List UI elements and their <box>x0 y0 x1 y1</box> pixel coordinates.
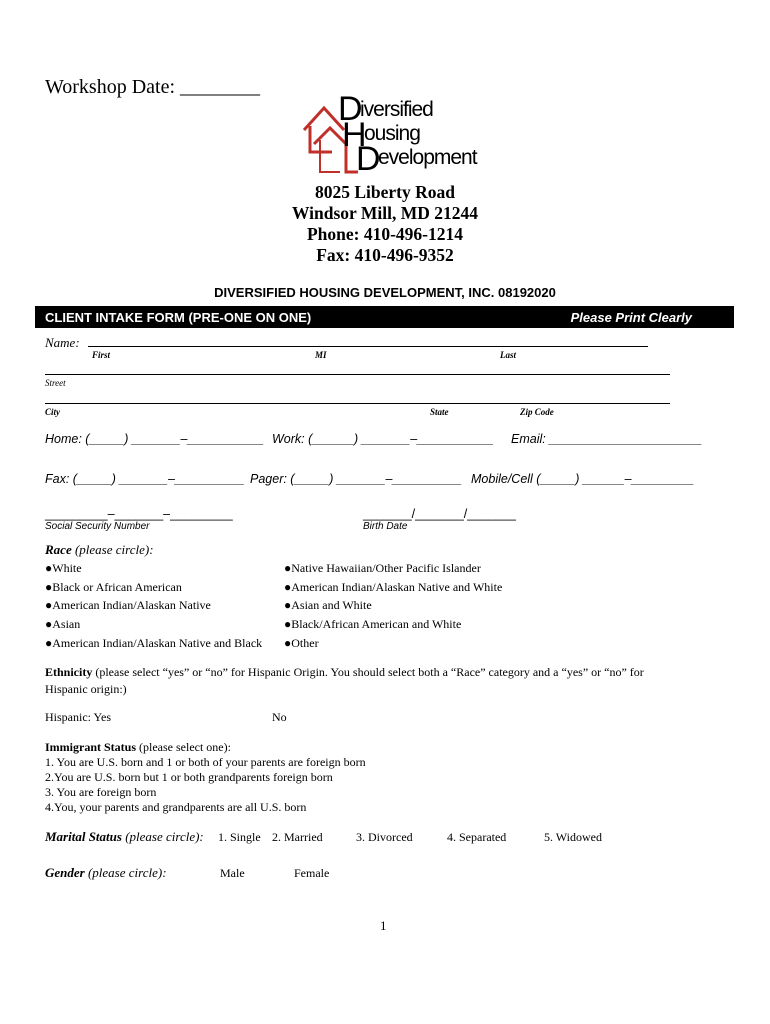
birth-date-label: Birth Date <box>363 521 408 532</box>
address-city: Windsor Mill, MD 21244 <box>291 203 479 223</box>
gender-option-male[interactable]: Male <box>220 866 245 880</box>
race-heading <box>45 542 154 558</box>
race-label: Race <box>45 542 72 557</box>
workshop-date: Workshop Date: ________ <box>45 76 261 98</box>
marital-option[interactable]: 1. Single <box>218 830 261 844</box>
ethnicity-text: (please select “yes” or “no” for Hispanic Origin. You should select both a “Race” category and a “yes” or “no” for <box>92 665 644 679</box>
race-option[interactable]: ●American Indian/Alaskan Native and Black <box>45 636 263 650</box>
last-sublabel: Last <box>500 350 517 360</box>
company-logo <box>300 90 477 180</box>
address-fax: Fax: 410-496-9352 <box>316 245 454 265</box>
logo-letter-h: H <box>342 116 367 154</box>
gender-label: Gender <box>45 865 85 880</box>
email-field[interactable]: Email: ______________________ <box>511 432 703 446</box>
ethnicity-label: Ethnicity <box>45 665 93 679</box>
address-street: 8025 Liberty Road <box>315 182 455 202</box>
gender-option-female[interactable]: Female <box>294 866 330 880</box>
marital-option[interactable]: 5. Widowed <box>544 830 602 844</box>
logo-line-2: ousing <box>364 122 420 145</box>
marital-hint: (please circle): <box>121 829 204 844</box>
hispanic-no[interactable]: No <box>272 710 287 724</box>
name-field[interactable] <box>88 346 648 347</box>
ethnicity-line-2: Hispanic origin:) <box>45 682 127 696</box>
race-option[interactable]: ●Asian <box>45 617 81 631</box>
race-option[interactable]: ●Other <box>284 636 319 650</box>
form-title-bar <box>35 306 734 328</box>
marital-heading <box>45 829 204 845</box>
city-field[interactable] <box>45 403 670 404</box>
form-title: CLIENT INTAKE FORM (PRE-ONE ON ONE) <box>45 310 312 325</box>
ethnicity-line-1 <box>45 665 644 680</box>
marital-label: Marital Status <box>45 829 122 844</box>
immigrant-option[interactable]: 1. You are U.S. born and 1 or both of your parents are foreign born <box>45 755 366 769</box>
logo-letter-d1: D <box>338 90 363 128</box>
fax-field[interactable]: Fax: (_____) _______–__________ <box>45 472 245 486</box>
ssn-field[interactable]: _________–_______–_________ <box>45 507 233 521</box>
logo-line-1: iversified <box>360 98 433 121</box>
ssn-label: Social Security Number <box>45 521 150 532</box>
home-phone-field[interactable]: Home: (_____) _______–___________ <box>45 432 264 446</box>
birth-date-field[interactable]: _______/_______/_______ <box>363 507 516 521</box>
zip-label: Zip Code <box>520 407 554 417</box>
marital-option[interactable]: 3. Divorced <box>356 830 413 844</box>
street-label: Street <box>45 378 66 388</box>
immigrant-label: Immigrant Status <box>45 740 137 754</box>
company-line: DIVERSIFIED HOUSING DEVELOPMENT, INC. 08192020 <box>214 285 556 300</box>
address-phone: Phone: 410-496-1214 <box>306 224 464 244</box>
immigrant-option[interactable]: 3. You are foreign born <box>45 785 157 799</box>
race-option[interactable]: ●Black/African American and White <box>284 617 462 631</box>
race-option[interactable]: ●White <box>45 561 82 575</box>
immigrant-heading <box>45 740 231 755</box>
logo-letter-d2: D <box>356 140 381 178</box>
immigrant-option[interactable]: 4.You, your parents and grandparents are all U.S. born <box>45 800 307 814</box>
marital-option[interactable]: 2. Married <box>272 830 323 844</box>
race-option[interactable]: ●American Indian/Alaskan Native <box>45 598 211 612</box>
mobile-field[interactable]: Mobile/Cell (_____) ______–_________ <box>471 472 695 486</box>
logo-line-3: evelopment <box>378 146 477 169</box>
race-hint: (please circle): <box>71 542 154 557</box>
state-label: State <box>430 407 449 417</box>
page-number: 1 <box>380 918 387 933</box>
hispanic-yes[interactable]: Hispanic: Yes <box>45 710 112 724</box>
work-phone-field[interactable]: Work: (______) _______–___________ <box>272 432 494 446</box>
race-option[interactable]: ●Asian and White <box>284 598 372 612</box>
immigrant-option[interactable]: 2.You are U.S. born but 1 or both grandparents foreign born <box>45 770 333 784</box>
marital-option[interactable]: 4. Separated <box>447 830 507 844</box>
race-option[interactable]: ●Black or African American <box>45 580 182 594</box>
immigrant-hint: (please select one): <box>136 740 231 754</box>
pager-field[interactable]: Pager: (_____) _______–__________ <box>250 472 462 486</box>
race-option[interactable]: ●Native Hawaiian/Other Pacific Islander <box>284 561 481 575</box>
print-note: Please Print Clearly <box>570 310 692 325</box>
first-sublabel: First <box>92 350 111 360</box>
mi-sublabel: MI <box>315 350 327 360</box>
street-field[interactable] <box>45 374 670 375</box>
gender-hint: (please circle): <box>84 865 167 880</box>
city-label: City <box>45 407 60 417</box>
race-option[interactable]: ●American Indian/Alaskan Native and White <box>284 580 503 594</box>
gender-heading <box>45 865 167 881</box>
name-label: Name: <box>45 335 80 350</box>
